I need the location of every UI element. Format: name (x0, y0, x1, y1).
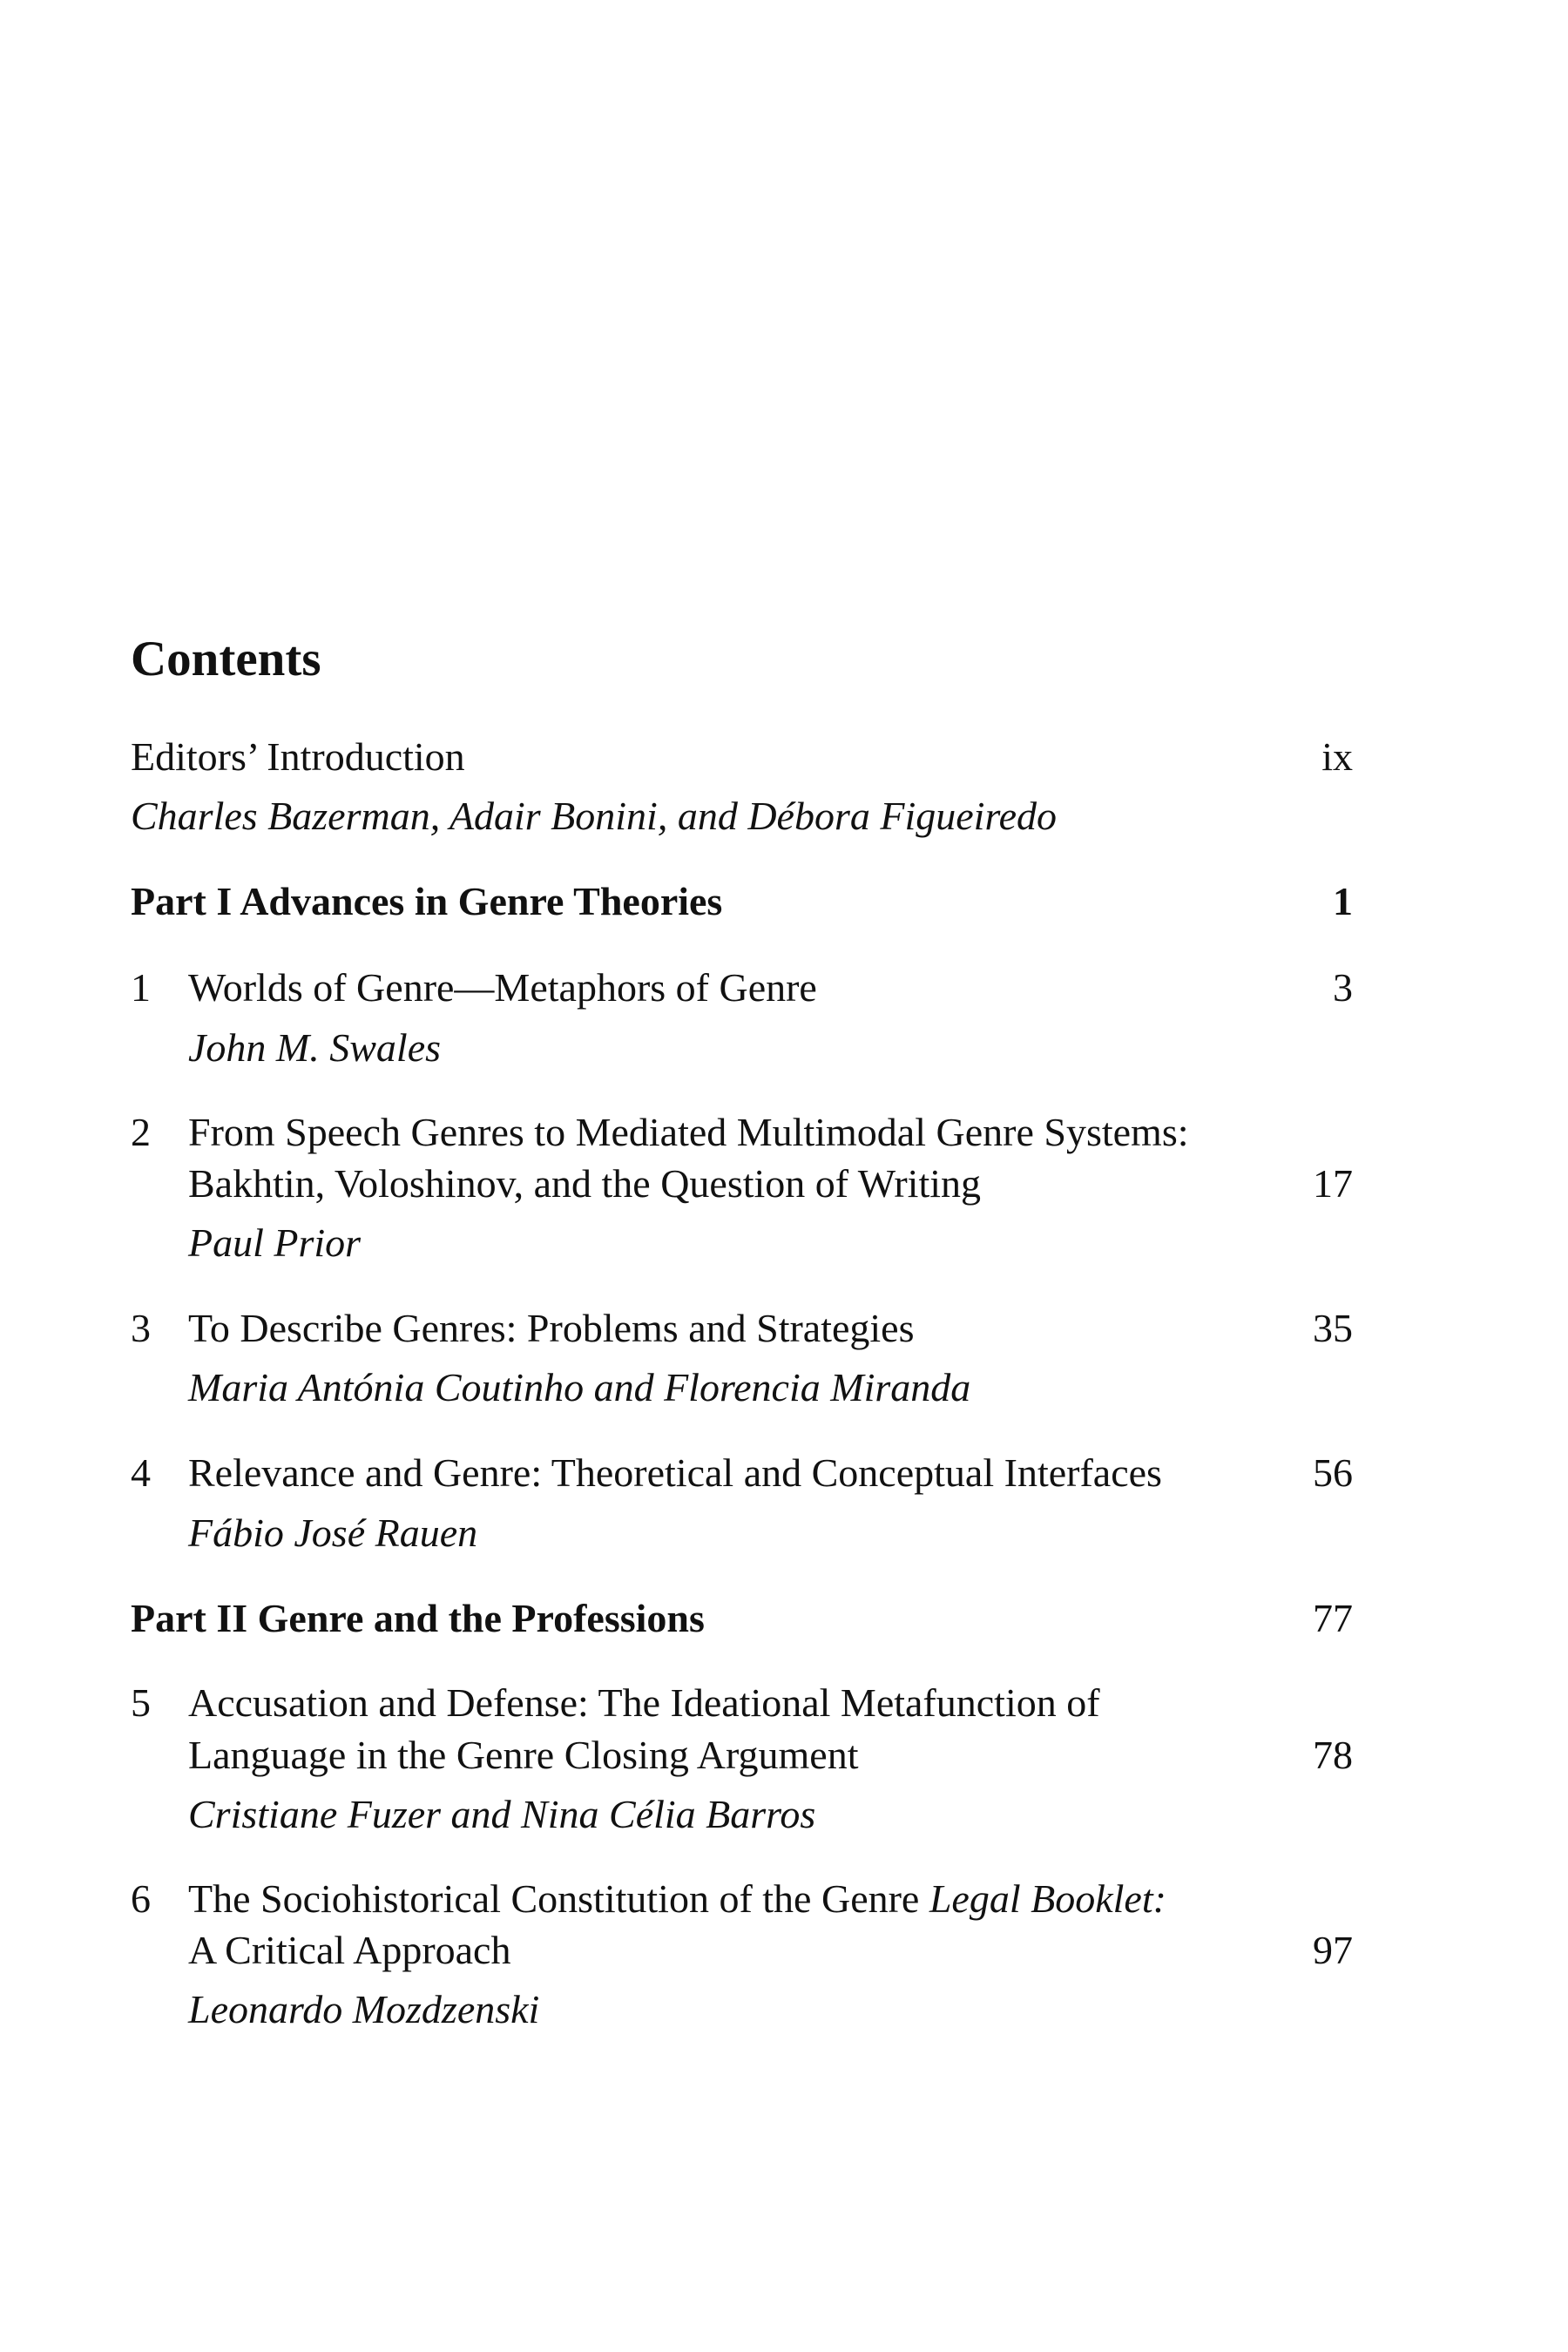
toc-authors: Charles Bazerman, Adair Bonini, and Débora Figueiredo (131, 794, 1058, 838)
toc-page-number: ix (1321, 734, 1353, 779)
toc-page-number: 1 (1333, 879, 1353, 923)
chapter-author: Fábio José Rauen (188, 1511, 478, 1555)
toc-page-number: 77 (1313, 1596, 1353, 1640)
toc-page-number: 3 (1333, 965, 1353, 1010)
toc-page-number: 78 (1313, 1733, 1353, 1777)
chapter-title-line-2: Bakhtin, Voloshinov, and the Question of Writing (188, 1161, 982, 1206)
chapter-number: 3 (131, 1306, 151, 1350)
chapter-number: 2 (131, 1110, 151, 1154)
part-title: Part II Genre and the Professions (131, 1596, 705, 1640)
chapter-author: John M. Swales (188, 1025, 442, 1070)
toc-page-number: 35 (1313, 1306, 1353, 1350)
chapter-title: Worlds of Genre—Metaphors of Genre (188, 965, 817, 1010)
chapter-number: 1 (131, 965, 151, 1010)
chapter-number: 6 (131, 1876, 151, 1921)
chapter-author: Paul Prior (188, 1220, 362, 1265)
part-title: Part I Advances in Genre Theories (131, 879, 723, 923)
chapter-author: Cristiane Fuzer and Nina Célia Barros (188, 1792, 816, 1836)
toc-page-number: 17 (1313, 1161, 1353, 1206)
chapter-number: 5 (131, 1680, 151, 1725)
chapter-title: Relevance and Genre: Theoretical and Conceptual Interfaces (188, 1450, 1162, 1495)
chapter-title-line-2: A Critical Approach (188, 1928, 511, 1972)
toc-title: Editors’ Introduction (131, 734, 465, 779)
toc-page-number: 97 (1313, 1928, 1353, 1972)
chapter-title-line-1: From Speech Genres to Mediated Multimodal Genre Systems: (188, 1110, 1189, 1154)
chapter-title-prefix: The Sociohistorical Constitution of the Genre (188, 1876, 929, 1921)
chapter-title: To Describe Genres: Problems and Strategies (188, 1306, 915, 1350)
chapter-title-line-1: Accusation and Defense: The Ideational Metafunction of (188, 1680, 1100, 1725)
chapter-title-line-2: Language in the Genre Closing Argument (188, 1733, 859, 1777)
toc-page-number: 56 (1313, 1450, 1353, 1495)
chapter-author: Leonardo Mozdzenski (188, 1987, 540, 2031)
chapter-author: Maria Antónia Coutinho and Florencia Miranda (188, 1365, 971, 1409)
page-title: Contents (131, 632, 321, 686)
chapter-title-line-1 (188, 1876, 1166, 1921)
chapter-number: 4 (131, 1450, 151, 1495)
genre-name-italic: Legal Booklet: (929, 1876, 1166, 1921)
